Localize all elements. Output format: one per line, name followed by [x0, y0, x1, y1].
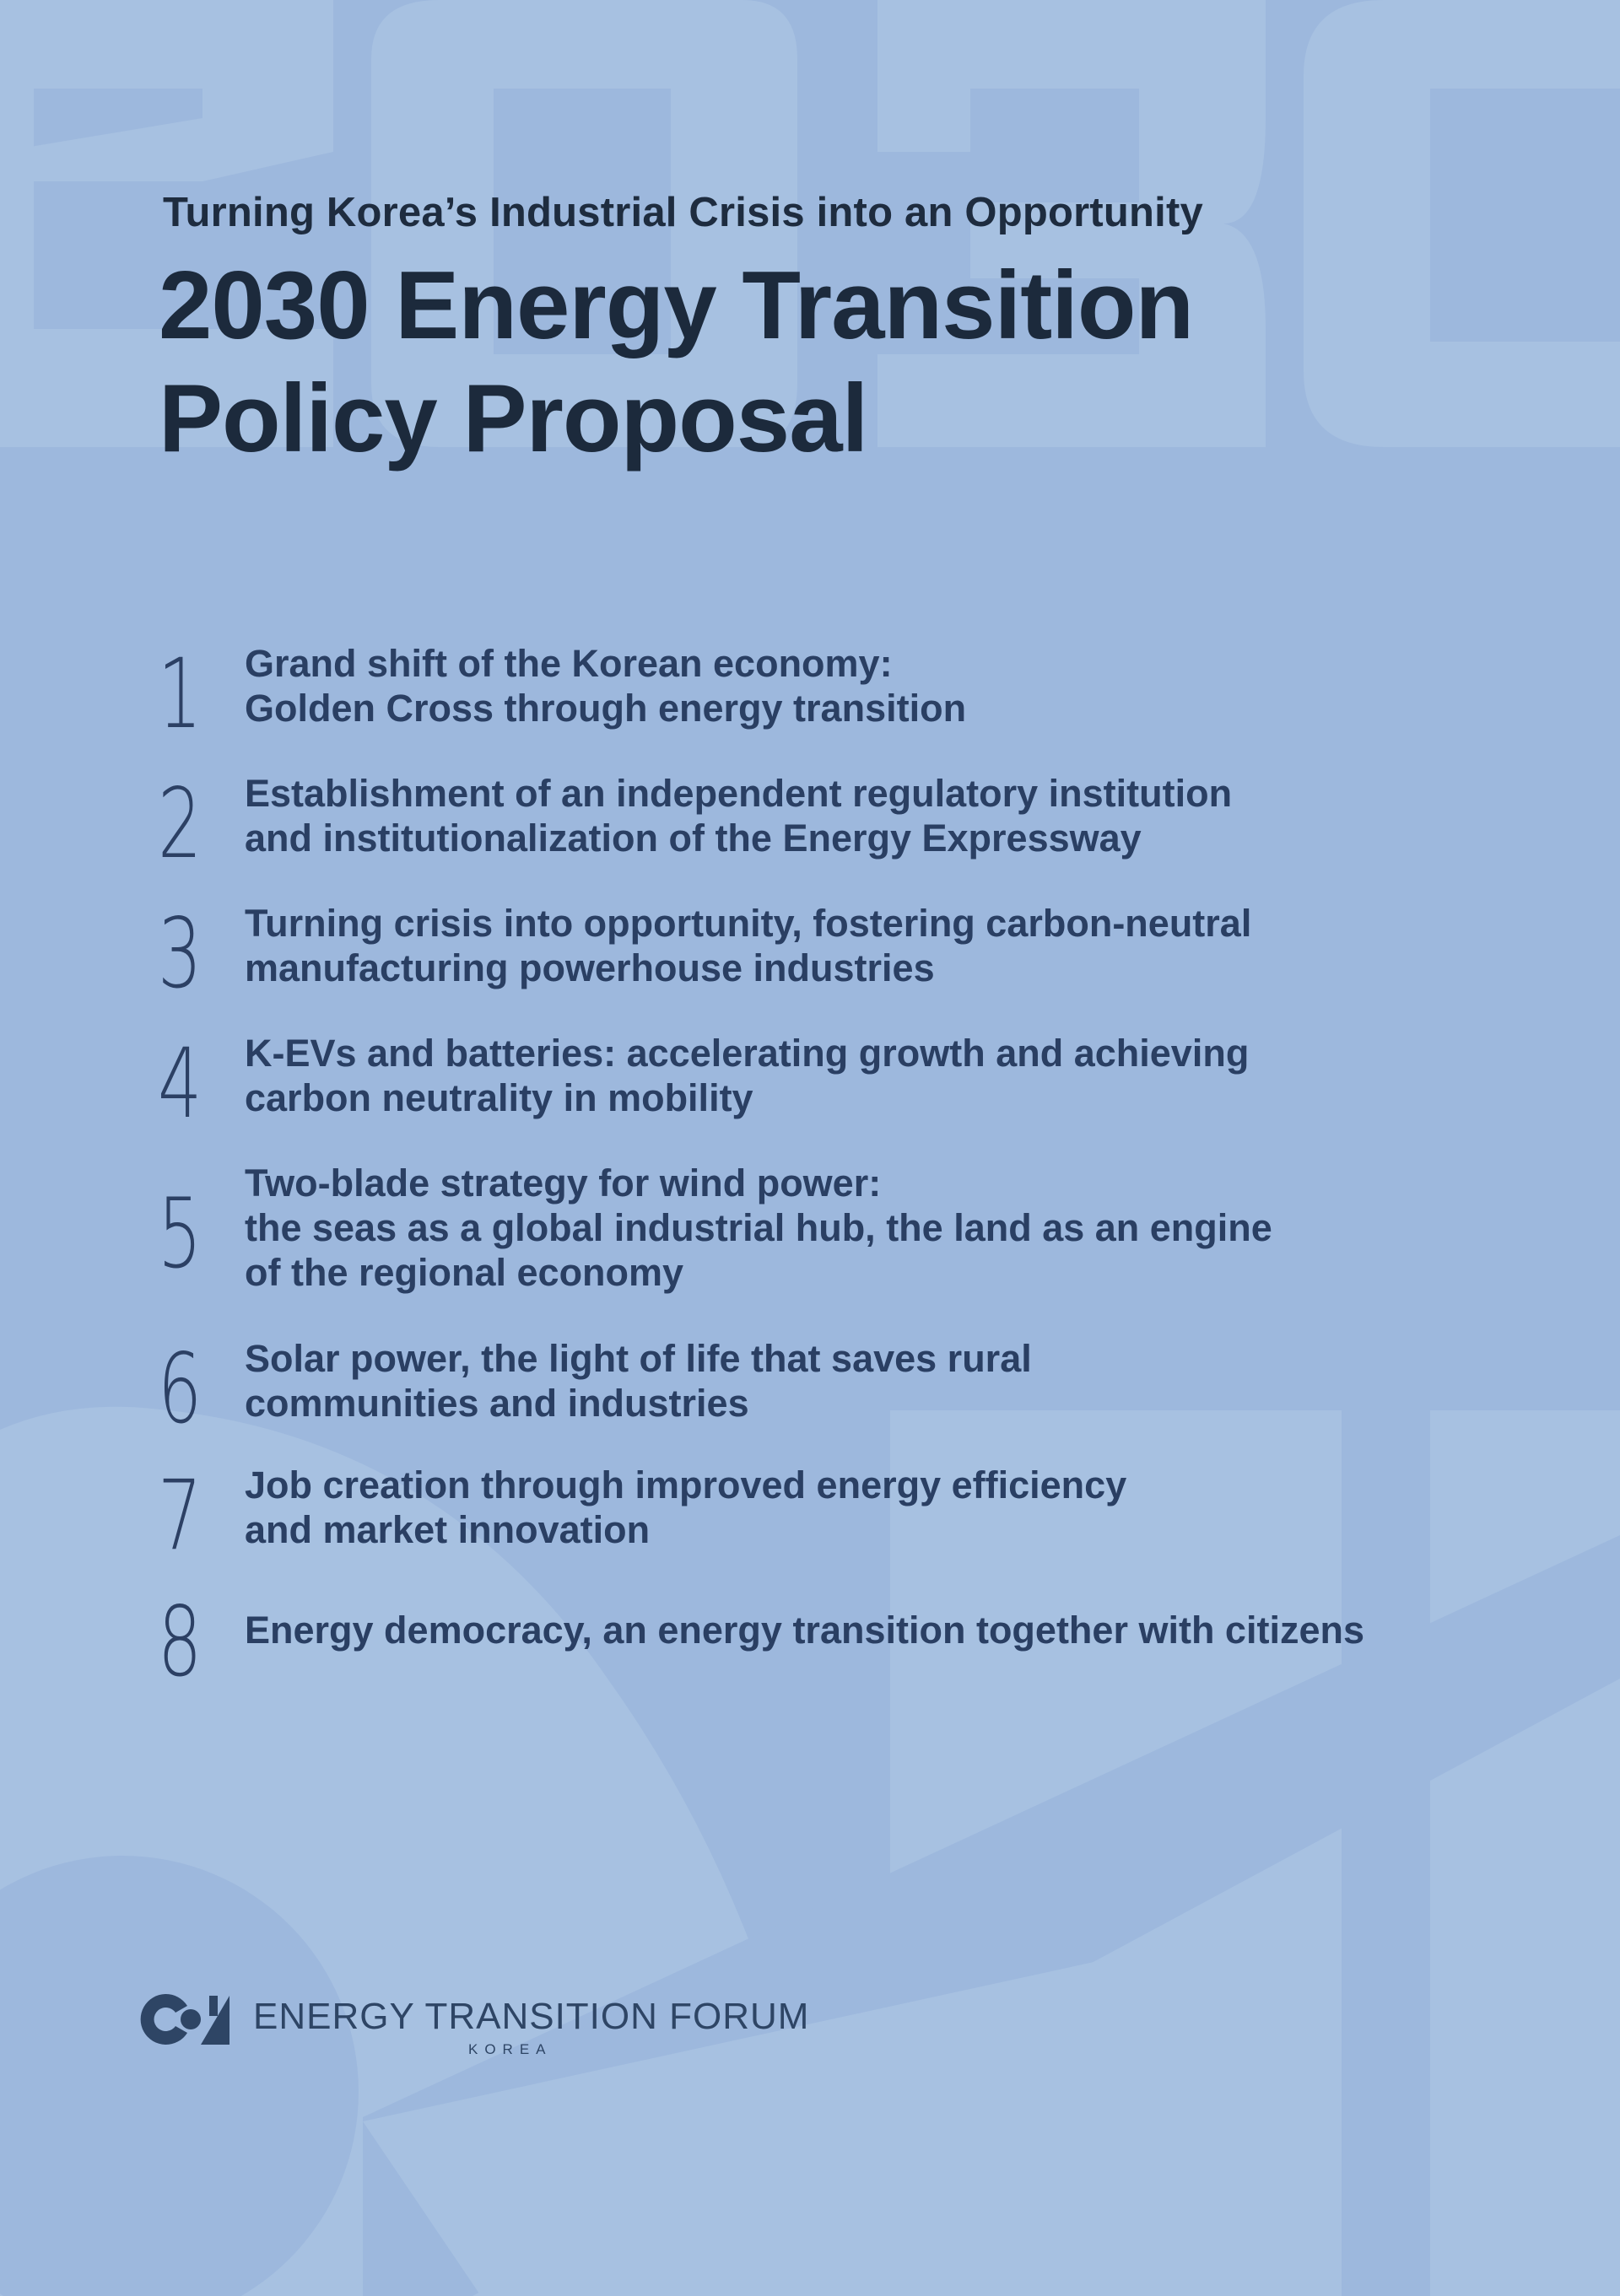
item-line: manufacturing powerhouse industries: [245, 946, 935, 989]
item-line: carbon neutrality in mobility: [245, 1076, 753, 1119]
poster-subtitle: Turning Korea’s Industrial Crisis into an Opportunity: [163, 190, 1203, 235]
item-text: [245, 1463, 1126, 1552]
item-line: Solar power, the light of life that saves rural: [245, 1337, 1032, 1380]
item-line: Two-blade strategy for wind power:: [245, 1161, 882, 1205]
item-line: Turning crisis into opportunity, fostering carbon-neutral: [245, 902, 1252, 945]
item-text: [245, 1161, 1272, 1295]
title-line-1: 2030 Energy Transition: [159, 252, 1194, 359]
item-number: 6: [157, 1333, 202, 1445]
item-text: [245, 1336, 1032, 1426]
poster-title: [159, 250, 1193, 476]
item-number: 1: [157, 638, 202, 750]
item-number: 5: [157, 1178, 202, 1290]
org-country: KOREA: [468, 2041, 553, 2057]
title-line-2: Policy Proposal: [159, 365, 868, 472]
item-number: 3: [157, 897, 202, 1010]
item-text: [245, 641, 966, 730]
item-number: 8: [157, 1586, 202, 1698]
energy-transition-forum-logo-icon: [138, 1992, 233, 2046]
item-line: Establishment of an independent regulatory institution: [245, 772, 1233, 815]
item-number: 7: [157, 1459, 202, 1571]
item-line: the seas as a global industrial hub, the land as an engine: [245, 1206, 1272, 1249]
item-line: Energy democracy, an energy transition together with citizens: [245, 1609, 1364, 1652]
item-line: and market innovation: [245, 1508, 651, 1551]
item-number: 2: [157, 768, 202, 880]
item-text: [245, 901, 1251, 990]
item-line: of the regional economy: [245, 1251, 684, 1294]
item-text: [245, 1608, 1364, 1652]
item-number: 4: [157, 1027, 202, 1140]
item-line: and institutionalization of the Energy Expressway: [245, 817, 1142, 860]
item-text: [245, 771, 1232, 860]
item-line: communities and industries: [245, 1382, 749, 1425]
item-line: Job creation through improved energy efficiency: [245, 1463, 1127, 1506]
item-line: Grand shift of the Korean economy:: [245, 642, 893, 685]
item-line: K-EVs and batteries: accelerating growth and achieving: [245, 1032, 1250, 1075]
org-name: ENERGY TRANSITION FORUM: [253, 1996, 810, 2037]
item-line: Golden Cross through energy transition: [245, 687, 967, 730]
item-text: [245, 1031, 1249, 1120]
